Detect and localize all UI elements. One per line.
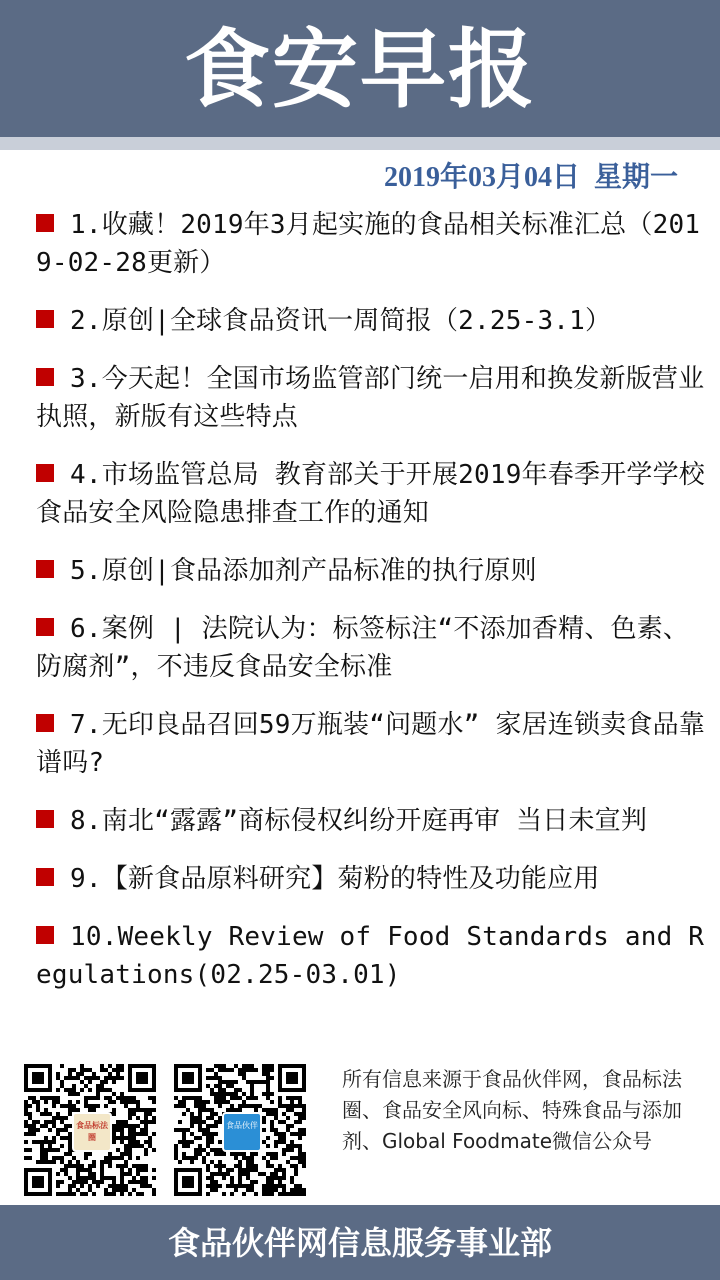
- header-banner: [0, 0, 720, 137]
- news-item-7[interactable]: [36, 706, 708, 782]
- qr-code-2[interactable]: [174, 1064, 306, 1196]
- news-item-1[interactable]: [36, 206, 708, 282]
- square-bullet-icon: [36, 214, 54, 232]
- qr-code-1[interactable]: [24, 1064, 156, 1196]
- news-title: 原创|全球食品资讯一周简报（2.25-3.1）: [101, 306, 612, 336]
- date-text: 2019年03月04日: [383, 162, 580, 193]
- news-list: [36, 206, 708, 1014]
- news-title: 案例 | 法院认为：标签标注“不添加香精、色素、防腐剂”，不违反食品安全标准: [36, 614, 690, 682]
- news-number: 2.: [70, 306, 102, 336]
- square-bullet-icon: [36, 926, 54, 944]
- news-title: Weekly Review of Food Standards and Regulations(02.25-03.01): [36, 922, 705, 990]
- qr-logo-badge: [72, 1112, 112, 1152]
- news-number: 1.: [70, 210, 102, 240]
- news-number: 3.: [70, 364, 102, 394]
- square-bullet-icon: [36, 714, 54, 732]
- news-item-3[interactable]: [36, 360, 708, 436]
- news-item-8[interactable]: [36, 802, 708, 840]
- news-title: 原创|食品添加剂产品标准的执行原则: [101, 556, 537, 586]
- news-title: 收藏！2019年3月起实施的食品相关标准汇总（2019-02-28更新）: [36, 210, 701, 278]
- news-item-4[interactable]: [36, 456, 708, 532]
- news-title: 市场监管总局 教育部关于开展2019年春季开学学校食品安全风险隐患排查工作的通知: [36, 460, 705, 528]
- news-number: 5.: [70, 556, 102, 586]
- qr-logo-badge: [222, 1112, 262, 1152]
- news-number: 4.: [70, 460, 102, 490]
- square-bullet-icon: [36, 368, 54, 386]
- square-bullet-icon: [36, 868, 54, 886]
- qr-badge-label: 食品伙伴: [226, 1121, 258, 1130]
- news-title: 今天起！全国市场监管部门统一启用和换发新版营业执照，新版有这些特点: [36, 364, 705, 432]
- news-number: 6.: [70, 614, 102, 644]
- news-title: 【新食品原料研究】菊粉的特性及功能应用: [101, 864, 600, 894]
- news-item-9[interactable]: [36, 860, 708, 898]
- news-number: 10.: [70, 922, 118, 952]
- news-number: 8.: [70, 806, 102, 836]
- header-divider: [0, 137, 720, 150]
- square-bullet-icon: [36, 810, 54, 828]
- news-item-10[interactable]: [36, 918, 708, 994]
- footer-banner: [0, 1205, 720, 1280]
- news-item-2[interactable]: [36, 302, 708, 340]
- page-title: 食安早报: [184, 20, 536, 120]
- news-title: 南北“露露”商标侵权纠纷开庭再审 当日未宣判: [101, 806, 648, 836]
- news-number: 7.: [70, 710, 102, 740]
- news-item-5[interactable]: [36, 552, 708, 590]
- news-item-6[interactable]: [36, 610, 708, 686]
- date-line: [384, 158, 678, 198]
- square-bullet-icon: [36, 310, 54, 328]
- news-title: 无印良品召回59万瓶装“问题水” 家居连锁卖食品靠谱吗?: [36, 710, 705, 778]
- qr-badge-label: 食品标法圈: [76, 1121, 108, 1142]
- square-bullet-icon: [36, 618, 54, 636]
- source-note: 所有信息来源于食品伙伴网，食品标法圈、食品安全风向标、特殊食品与添加剂、Global Foodmate微信公众号: [342, 1067, 682, 1153]
- news-number: 9.: [70, 864, 102, 894]
- footer-info: [0, 1058, 720, 1203]
- square-bullet-icon: [36, 560, 54, 578]
- weekday-text: 星期一: [593, 162, 678, 193]
- footer-title: 食品伙伴网信息服务事业部: [167, 1224, 552, 1262]
- square-bullet-icon: [36, 464, 54, 482]
